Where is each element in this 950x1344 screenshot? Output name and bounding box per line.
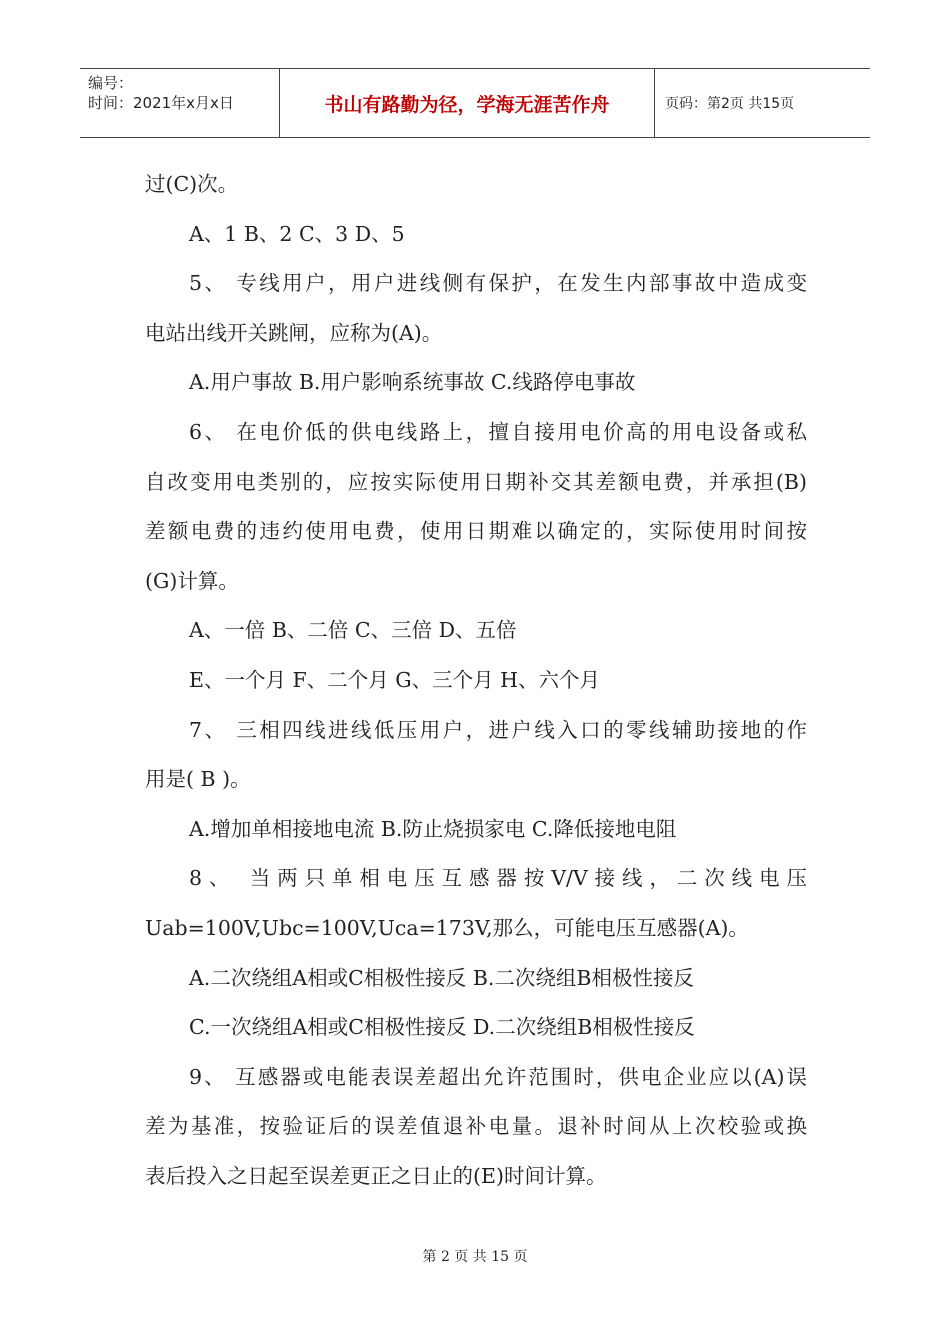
text-line: (G)计算。 xyxy=(145,568,239,593)
serial-label: 编号： xyxy=(88,74,134,92)
text-line: 8、 当两只单相电压互感器按V/V接线，二次线电压 xyxy=(189,866,807,891)
text-line: C.一次绕组A相或C相极性接反 D.二次绕组B相极性接反 xyxy=(189,1015,695,1040)
text-line: 用是( B )。 xyxy=(145,767,251,792)
header-motto: 书山有路勤为径，学海无涯苦作舟 xyxy=(280,69,655,137)
text-line: Uab=100V,Ubc=100V,Uca=173V,那么，可能电压互感器(A)。 xyxy=(145,915,749,940)
page-header xyxy=(80,68,870,138)
text-line: A.用户事故 B.用户影响系统事故 C.线路停电事故 xyxy=(189,370,636,395)
text-line: 6、 在电价低的供电线路上，擅自接用电价高的用电设备或私 xyxy=(189,419,807,444)
page-footer: 第 2 页 共 15 页 xyxy=(422,1249,528,1265)
date-label: 时间：2021年x月x日 xyxy=(88,94,234,112)
document-body xyxy=(145,160,807,1201)
text-line: 9、 互感器或电能表误差超出允许范围时，供电企业应以(A)误 xyxy=(189,1064,807,1089)
text-line: A.增加单相接地电流 B.防止烧损家电 C.降低接地电阻 xyxy=(189,816,677,841)
text-line: 电站出线开关跳闸，应称为(A)。 xyxy=(145,320,443,345)
header-meta xyxy=(80,69,280,137)
text-line: 5、 专线用户，用户进线侧有保护，在发生内部事故中造成变 xyxy=(189,271,807,296)
text-line: A、1 B、2 C、3 D、5 xyxy=(189,221,405,246)
text-line: 过(C)次。 xyxy=(145,172,239,196)
text-line: E、一个月 F、二个月 G、三个月 H、六个月 xyxy=(189,667,600,692)
text-line: 差为基准，按验证后的误差值退补电量。退补时间从上次校验或换 xyxy=(145,1114,807,1139)
text-line: A、一倍 B、二倍 C、三倍 D、五倍 xyxy=(189,618,517,643)
text-line: 差额电费的违约使用电费，使用日期难以确定的，实际使用时间按 xyxy=(145,519,807,544)
text-line: 7、 三相四线进线低压用户，进户线入口的零线辅助接地的作 xyxy=(189,717,807,742)
header-page-info: 页码：第2页 共15页 xyxy=(665,96,795,112)
text-line: 自改变用电类别的，应按实际使用日期补交其差额电费，并承担(B) xyxy=(145,469,807,494)
text-line: 表后投入之日起至误差更正之日止的(E)时间计算。 xyxy=(145,1163,607,1188)
text-line: A.二次绕组A相或C相极性接反 B.二次绕组B相极性接反 xyxy=(189,965,694,990)
